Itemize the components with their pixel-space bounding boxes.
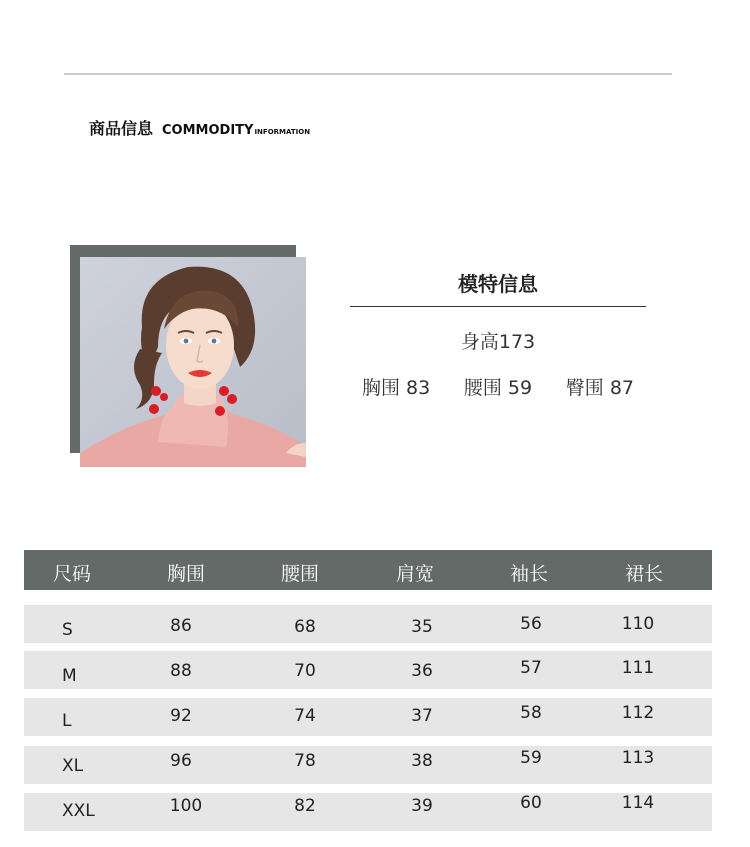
cell-waist: 78 [294,751,316,771]
header-bust: 胸围 [166,563,206,585]
section-title [89,116,310,139]
cell-shoulder: 36 [411,661,433,681]
model-info-title: 模特信息 [458,272,538,296]
cell-skirt-length: 111 [621,658,655,678]
table-row [24,605,712,643]
cell-shoulder: 37 [411,706,433,726]
cell-size: XXL [62,801,95,821]
size-table-header [24,550,712,590]
cell-size: XL [62,756,84,776]
model-info-divider [350,306,646,307]
cell-size: S [62,620,73,640]
model-info-panel [350,268,646,401]
cell-skirt-length: 113 [621,748,655,768]
model-waist: 腰围 59 [463,377,533,399]
cell-sleeve: 56 [520,614,542,634]
header-sleeve: 袖长 [509,563,549,585]
model-bust: 胸围 83 [362,377,431,399]
cell-sleeve: 60 [520,793,542,813]
cell-shoulder: 39 [411,796,433,816]
model-photo-illustration [80,257,306,467]
model-hip: 臀围 87 [565,377,634,399]
top-divider [64,73,672,75]
section-title-en: COMMODITY [162,123,254,138]
cell-bust: 100 [169,796,203,816]
table-row [24,651,712,689]
cell-waist: 68 [294,617,316,637]
cell-shoulder: 35 [411,617,433,637]
cell-skirt-length: 110 [621,614,655,634]
cell-bust: 86 [170,616,192,636]
header-shoulder: 肩宽 [395,563,435,585]
cell-bust: 92 [170,706,192,726]
table-row [24,698,712,736]
cell-bust: 96 [170,751,192,771]
cell-sleeve: 57 [520,658,542,678]
cell-waist: 82 [294,796,316,816]
section-title-cn: 商品信息 [89,119,154,138]
table-row [24,793,712,831]
header-skirt-length: 裙长 [624,563,664,585]
model-photo [80,257,306,467]
cell-skirt-length: 112 [621,703,655,723]
section-title-en-small: INFORMATION [254,128,311,136]
cell-shoulder: 38 [411,751,433,771]
cell-waist: 70 [294,661,316,681]
size-table [24,550,712,821]
cell-sleeve: 59 [520,748,542,768]
cell-size: M [62,666,77,686]
cell-waist: 74 [294,706,316,726]
cell-sleeve: 58 [520,703,542,723]
model-measurements [350,375,646,401]
cell-size: L [62,711,72,731]
table-row [24,746,712,784]
header-waist: 腰围 [280,563,320,585]
cell-bust: 88 [170,661,192,681]
header-size: 尺码 [52,563,92,585]
cell-skirt-length: 114 [621,793,655,813]
model-height: 身高173 [460,331,536,353]
